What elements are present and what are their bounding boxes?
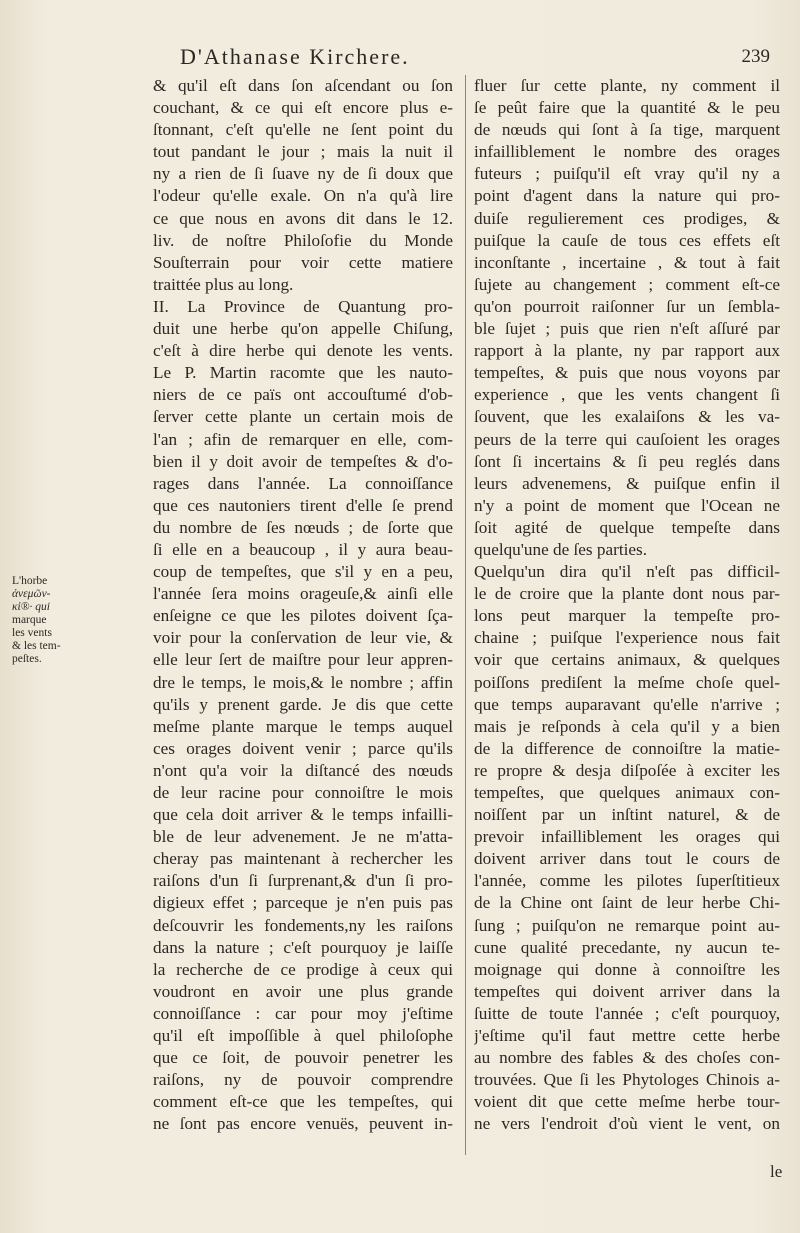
margin-note-line: & les tem- <box>12 640 61 652</box>
text-line: peurs de la terre qui cauſoient les orages <box>474 429 780 449</box>
text-line: ble ſujet ; puis que rien n'eſt aſſuré par <box>474 319 780 339</box>
text-line: que ces nautoniers tirent d'elle ſe prend <box>153 495 453 515</box>
text-line: le de croire que la plante dont nous par- <box>474 584 780 604</box>
running-head <box>180 44 780 70</box>
text-line: c'eſt à dire herbe qui denote les vents. <box>153 341 453 361</box>
text-line: coup de tempeſtes, que s'il y en a peu, <box>153 562 453 582</box>
text-line: tout pandant le jour ; mais la nuit il <box>153 142 453 162</box>
text-line: ſi elle en a beaucoup , il y aura beau- <box>153 539 453 559</box>
text-line: tempeſtes, & puis que nous voyons par <box>474 363 780 383</box>
text-line: ne vers l'endroit d'où vient le vent, on <box>474 1114 780 1134</box>
text-line: voir pour la conſervation de leur vie, & <box>153 628 453 648</box>
text-line: dre le temps, le mois,& le nombre ; affin <box>153 672 453 692</box>
text-line: traittée plus au long. <box>153 274 294 294</box>
text-line: rapport à la plante, ny par rapport aux <box>474 341 780 361</box>
text-line: ny a rien de ſi ſuave ny de ſi doux que <box>153 164 453 184</box>
left-column-text <box>153 75 453 1136</box>
text-line: couchant, & ce qui eſt encore plus e- <box>153 98 453 118</box>
text-line: inconſtante , incertaine , & tout à fait <box>474 252 780 272</box>
text-line: cune qualité precedante, ny aucun te- <box>474 937 780 957</box>
text-line: raiſons d'un ſi ſurprenant,& d'un ſi pro- <box>153 871 453 891</box>
text-line: noiſſent par un inſtint naturel, & de <box>474 805 780 825</box>
text-line: tempeſtes qui doivent arriver dans la <box>474 981 780 1001</box>
text-line: duiſe regulierement ces prodiges, & <box>474 208 780 228</box>
text-line: l'année ſera moins orageuſe,& ainſi elle <box>153 584 453 604</box>
text-line: dans la nature ; c'eſt pourquoy je laiſſe <box>153 937 453 957</box>
text-line: meſme plante marque le temps auquel <box>153 716 453 736</box>
text-line: ſujete au changement ; comment eſt-ce <box>474 274 780 294</box>
running-title: D'Athanase Kirchere. <box>180 44 410 69</box>
text-line: II. La Province de Quantung pro- <box>153 296 453 316</box>
text-line: Le P. Martin racomte que les nauto- <box>153 363 453 383</box>
catchword: le <box>770 1162 783 1181</box>
margin-note-line: ἀνεμῶν- <box>12 588 51 600</box>
text-line: ſouvent, que les exalaiſons & les va- <box>474 407 780 427</box>
margin-note-line: les vents <box>12 627 52 639</box>
text-line: moignage qui donne à connoiſtre les <box>474 959 780 979</box>
text-line: n'ont qu'a voir la diſtancé des nœuds <box>153 760 453 780</box>
text-line: l'an ; afin de remarquer en elle, com- <box>153 429 453 449</box>
text-line: & qu'il eſt dans ſon aſcendant ou ſon <box>153 76 453 95</box>
page-number: 239 <box>741 46 770 67</box>
text-line: futeurs ; puiſqu'il eſt vray qu'il ny a <box>474 164 780 184</box>
text-line: voir que certains animaux, & quelques <box>474 650 780 670</box>
text-line: ne ſont pas encore venuës, peuvent in- <box>153 1114 453 1134</box>
text-line: digieux effet ; parceque je n'en puis pas <box>153 893 453 913</box>
text-line: voient dit que cette meſme herbe tour- <box>474 1092 780 1112</box>
text-line: n'y a point de moment que l'Ocean ne <box>474 495 780 515</box>
text-line: ſuitte de toute l'année ; c'eſt pourquoy, <box>474 1003 780 1023</box>
text-line: ſung ; puiſqu'on ne remarque point au- <box>474 915 780 935</box>
text-line: tempeſtes, que quelques animaux con- <box>474 783 780 802</box>
text-line: ce que nous en avons dit dans le 12. <box>153 208 453 228</box>
text-line: Souſterrain pour voir cette matiere <box>153 252 453 272</box>
text-line: quelqu'une de ſes parties. <box>474 539 648 559</box>
text-line: la recherche de ce prodige à ceux qui <box>153 959 453 979</box>
column-divider <box>465 75 466 1155</box>
text-line: de leur racine pour connoiſtre le mois <box>153 783 453 802</box>
text-line: chaine ; puiſque l'experience nous fait <box>474 628 780 648</box>
text-line: qu'ils y prenent garde. Je dis que cette <box>153 694 453 714</box>
text-line: fluer ſur cette plante, ny comment il <box>474 76 780 95</box>
margin-note-line: L'horbe <box>12 575 48 587</box>
text-line: comment eſt-ce que les tempeſtes, qui <box>153 1092 453 1112</box>
text-line: ſtonnant, c'eſt qu'elle ne ſent point du <box>153 120 453 140</box>
text-line: qu'on pourroit raiſonner ſur un ſembla- <box>474 296 780 316</box>
text-line: lons peut marquer la tempeſte pro- <box>474 606 780 626</box>
text-line: Quelqu'un dira qu'il n'eſt pas difficil- <box>474 562 780 582</box>
text-line: puiſque la cauſe de tous ces effets eſt <box>474 230 780 250</box>
text-line: point d'agent dans la nature qui pro- <box>474 186 780 206</box>
margin-note-line: peſtes. <box>12 653 42 665</box>
text-line: que temps auparavant qu'elle n'arrive ; <box>474 694 780 714</box>
text-line: ſont ſi incertains & ſi peu reglés dans <box>474 451 780 471</box>
text-line: trouvées. Que ſi les Phytologes Chinois a- <box>474 1070 780 1090</box>
text-line: rages dans l'année. La connoiſſance <box>153 473 453 493</box>
text-line: infailliblement le nombre des orages <box>474 142 780 162</box>
text-line: au nombre des fables & des choſes con- <box>474 1048 780 1068</box>
text-line: connoiſſance : car pour moy j'eſtime <box>153 1003 453 1023</box>
text-line: que ce ſoit, de pouvoir penetrer les <box>153 1048 453 1068</box>
text-line: elle leur ſert de maiſtre pour leur appren- <box>153 650 453 670</box>
text-line: ces orages doivent venir ; parce qu'ils <box>153 738 453 758</box>
text-line: cheray pas maintenant à rechercher les <box>153 849 453 869</box>
text-line: mais je reſponds à cela qu'il y a bien <box>474 716 780 736</box>
text-line: l'année, comme les pilotes ſuperſtitieux <box>474 871 780 891</box>
text-line: raiſons, ny de pouvoir comprendre <box>153 1070 453 1090</box>
text-line: leurs advenemens, & puiſque enfin il <box>474 473 780 493</box>
text-line: du nombre de ſes nœuds ; de ſorte que <box>153 517 453 537</box>
text-line: deſcouvrir les fondements,ny les raiſons <box>153 915 453 935</box>
text-line: ſoit agité de quelque tempeſte dans <box>474 517 780 537</box>
text-line: niers de ce païs ont accouſtumé d'ob- <box>153 385 453 405</box>
text-line: de nœuds qui ſont à ſa tige, marquent <box>474 120 780 140</box>
text-line: j'eſtime qu'il faut mettre cette herbe <box>474 1026 780 1046</box>
text-line: bien il y doit avoir de tempeſtes & d'o- <box>153 451 453 471</box>
text-line: de la difference de connoiſtre la matie- <box>474 738 780 758</box>
text-line: duit une herbe qu'on appelle Chiſung, <box>153 319 453 339</box>
text-line: doivent arriver dans tout le cours de <box>474 849 780 869</box>
text-line: ſe peût faire que la quantité & le peu <box>474 98 780 118</box>
margin-note-line: κἰ®· qui <box>12 601 50 613</box>
margin-note-line: marque <box>12 614 47 626</box>
text-line: liv. de noſtre Philoſofie du Monde <box>153 230 453 250</box>
text-line: qu'il eſt impoſſible à quel philoſophe <box>153 1026 453 1046</box>
text-line: re propre & desja diſpoſée à exciter les <box>474 760 780 780</box>
text-line: ble de leur advenement. Je ne m'atta- <box>153 827 453 847</box>
text-line: enſeigne ce que les pilotes doivent ſça- <box>153 606 453 626</box>
text-line: experience , que les vents changent ſi <box>474 385 780 405</box>
text-line: poiſſons prediſent la meſme choſe quel- <box>474 672 780 692</box>
text-line: de la Chine ont ſaint de leur herbe Chi- <box>474 893 780 913</box>
text-line: que cela doit arriver & le temps infailli- <box>153 805 453 825</box>
text-line: l'odeur qu'elle exale. On n'a qu'à lire <box>153 186 453 206</box>
text-line: prevoir infailliblement les orages qui <box>474 827 780 847</box>
right-column-text <box>474 75 780 1136</box>
text-line: voudront en avoir une plus grande <box>153 981 453 1001</box>
text-line: ſerver cette plante un certain mois de <box>153 407 453 427</box>
marginal-note <box>12 575 68 666</box>
